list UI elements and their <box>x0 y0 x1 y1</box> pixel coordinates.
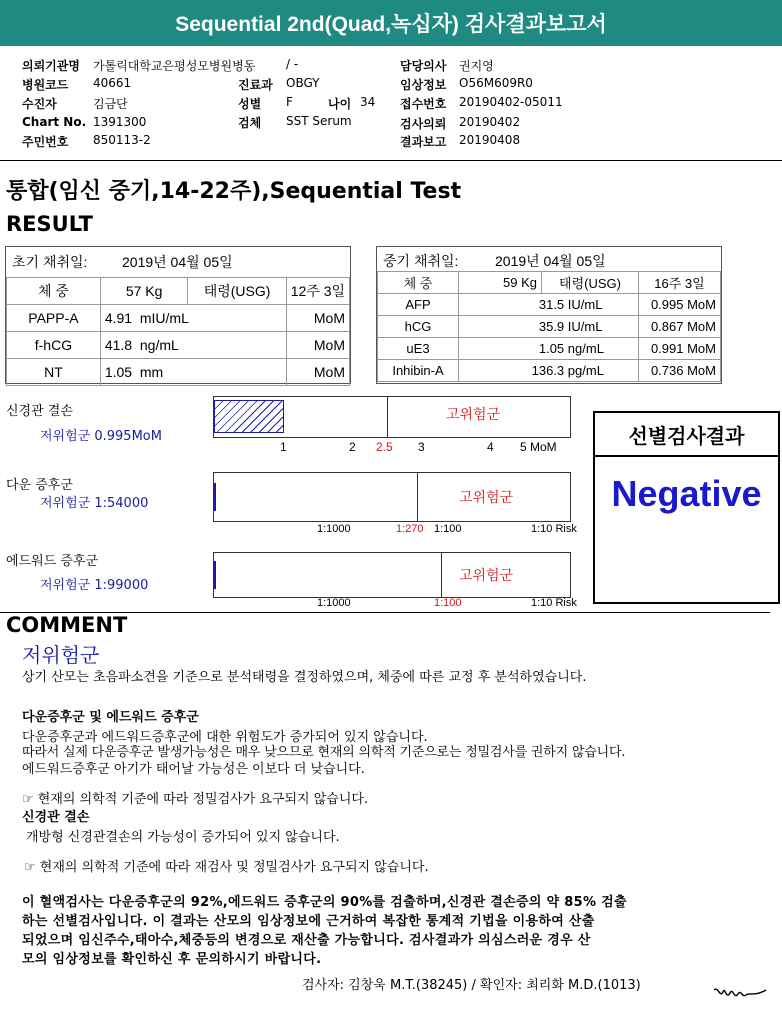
mid-panel <box>376 246 722 384</box>
sex-label: 성별 <box>238 97 262 111</box>
threshold-line <box>417 473 418 521</box>
down-line2: 따라서 실제 다운증후군 발생가능성은 매우 낮으므로 현재의 의학적 기준으로는 정밀검사를 권하지 않습니다. <box>22 745 626 760</box>
table-row-value <box>100 305 286 332</box>
report-date-label: 결과보고 <box>400 135 447 149</box>
tick-1-10: 1:10 Risk <box>531 523 577 535</box>
unit: IU/mL <box>567 319 603 334</box>
disclaimer-line: 모의 임상정보를 확인하신 후 문의하시기 바랍니다. <box>22 952 322 967</box>
ntd-note: ☞ 현재의 의학적 기준에 따라 재검사 및 정밀검사가 요구되지 않습니다. <box>24 860 429 875</box>
mid-date-label: 중기 채취일: <box>383 253 459 269</box>
test-title: 통합(임신 중기,14-22주),Sequential Test <box>6 179 462 204</box>
ntd-fill <box>214 400 284 433</box>
name-value: 김금단 <box>93 97 128 111</box>
specimen-value: SST Serum <box>286 114 352 128</box>
edwards-marker <box>214 561 216 589</box>
unit: mIU/mL <box>139 310 189 326</box>
ntd-bar <box>213 396 571 438</box>
id-value: 850113-2 <box>93 133 151 147</box>
name-label: 수진자 <box>22 97 57 111</box>
unit: mm <box>139 364 164 380</box>
edwards-result: 저위험군 1:99000 <box>40 578 149 593</box>
threshold-line <box>441 553 442 597</box>
table-row-value <box>100 332 286 359</box>
mom: 0.991 MoM <box>639 338 721 360</box>
ga-value: 12주 3일 <box>286 278 349 305</box>
tick-2-5: 2.5 <box>376 440 393 454</box>
down-line3: 에드워드증후군 아기가 태어날 가능성은 이보다 더 낮습니다. <box>22 762 365 777</box>
tick-1: 1 <box>280 440 287 454</box>
threshold-line <box>387 397 388 437</box>
value: 1.05 <box>104 364 133 380</box>
table-row-value <box>459 338 639 360</box>
report-date-value: 20190408 <box>459 133 521 147</box>
screening-result: Negative <box>611 473 762 514</box>
ga-value: 16주 3일 <box>639 272 721 294</box>
id-label: 주민번호 <box>22 135 69 149</box>
request-value: 20190402 <box>459 115 521 129</box>
table-row-name: Inhibin-A <box>378 360 459 382</box>
chart-value: 1391300 <box>93 115 147 129</box>
table-row-name: uE3 <box>378 338 459 360</box>
institution-value: 가톨릭대학교은평성모병원병동 <box>93 59 256 73</box>
mom: 0.867 MoM <box>639 316 721 338</box>
disclaimer-line: 이 혈액검사는 다운증후군의 92%,에드워드 증후군의 90%를 검출하며,신경관 결손증의 약 85% 검출 <box>22 895 627 910</box>
value: 136.3 <box>531 363 565 378</box>
ntd-result: 저위험군 0.995MoM <box>40 429 162 444</box>
report-header <box>0 0 782 46</box>
value: 1.05 <box>538 341 565 356</box>
tick-4: 4 <box>487 440 494 454</box>
unit: IU/mL <box>567 297 603 312</box>
ga-label: 태령(USG) <box>188 278 286 305</box>
handwritten-signature <box>712 976 768 1004</box>
tick-1-1000: 1:1000 <box>317 523 351 535</box>
specimen-label: 검체 <box>238 116 262 130</box>
screening-box <box>593 411 780 604</box>
mom: 0.995 MoM <box>639 294 721 316</box>
screening-title: 선별검사결과 <box>595 413 778 457</box>
disclaimer-line: 되었으며 임신주수,태아수,체중등의 변경으로 재산출 가능합니다. 검사결과가 의심스러운 경우 산 <box>22 933 591 948</box>
request-label: 검사의뢰 <box>400 117 447 131</box>
down-high-label: 고위험군 <box>459 490 514 506</box>
value: 41.8 <box>104 337 133 353</box>
tick-1-100: 1:100 <box>434 597 462 609</box>
clinical-value: O56M609R0 <box>459 76 533 90</box>
table-row-name: PAPP-A <box>7 305 101 332</box>
comment-line1: 상기 산모는 초음파소견을 기준으로 분석태령을 결정하였으며, 체중에 따른 교정 후 분석하였습니다. <box>22 670 587 685</box>
down-bar <box>213 472 571 522</box>
tick-5-mom: 5 MoM <box>520 440 557 454</box>
weight-label: 체 중 <box>7 278 101 305</box>
institution-label: 의뢰기관명 <box>22 59 80 73</box>
down-result: 저위험군 1:54000 <box>40 496 149 511</box>
doctor-value: 권지영 <box>459 59 494 73</box>
divider <box>0 160 782 161</box>
table-row-name: f-hCG <box>7 332 101 359</box>
mom: 0.736 MoM <box>639 360 721 382</box>
mid-table <box>377 271 721 382</box>
doctor-label: 담당의사 <box>400 59 447 73</box>
receipt-value: 20190402-05011 <box>459 95 563 109</box>
comment-heading: COMMENT <box>6 613 128 637</box>
ntd-label: 신경관 결손 <box>6 404 73 419</box>
ntd-line1: 개방형 신경관결손의 가능성이 증가되어 있지 않습니다. <box>26 830 340 845</box>
hospital-code-value: 40661 <box>93 76 132 90</box>
unit: ng/mL <box>567 341 604 356</box>
value: 31.5 <box>538 297 565 312</box>
clinical-label: 임상정보 <box>400 78 447 92</box>
disclaimer-line: 하는 선별검사입니다. 이 결과는 산모의 임상정보에 근거하여 복잡한 통계적 기법을 이용하여 산출 <box>22 914 595 929</box>
ntd-heading: 신경관 결손 <box>22 810 90 825</box>
hospital-code-label: 병원코드 <box>22 78 69 92</box>
down-line1: 다운증후군과 에드워드증후군에 대한 위험도가 증가되어 있지 않습니다. <box>22 730 428 745</box>
early-table <box>6 277 350 386</box>
age-label: 나이 <box>328 97 352 111</box>
weight-value: 57 Kg <box>100 278 188 305</box>
tick-2: 2 <box>349 440 356 454</box>
patient-info <box>0 50 782 158</box>
ward-value: / - <box>286 57 299 71</box>
mom: MoM <box>286 305 349 332</box>
tick-1-10: 1:10 Risk <box>531 597 577 609</box>
tick-3: 3 <box>418 440 425 454</box>
table-row-name: NT <box>7 359 101 386</box>
early-date-label: 초기 채취일: <box>12 254 88 270</box>
weight-value: 59 Kg <box>459 272 542 294</box>
down-marker <box>214 483 216 511</box>
disclaimer <box>22 893 627 969</box>
value: 4.91 <box>104 310 133 326</box>
table-row-value <box>100 359 286 386</box>
unit: ng/mL <box>139 337 179 353</box>
receipt-label: 접수번호 <box>400 97 447 111</box>
mom: MoM <box>286 332 349 359</box>
mid-date: 2019년 04월 05일 <box>495 253 606 269</box>
mom: MoM <box>286 359 349 386</box>
table-row-value <box>459 316 639 338</box>
tick-1-100: 1:100 <box>434 523 462 535</box>
tick-1-270: 1:270 <box>396 523 424 535</box>
edwards-bar <box>213 552 571 598</box>
edwards-high-label: 고위험군 <box>459 568 514 584</box>
dept-label: 진료과 <box>238 78 273 92</box>
chart-label: Chart No. <box>22 115 87 129</box>
weight-label: 체 중 <box>378 272 459 294</box>
early-date: 2019년 04월 05일 <box>122 254 233 270</box>
signature-line: 검사자: 김창욱 M.T.(38245) / 확인자: 최리화 M.D.(1013) <box>302 978 641 993</box>
result-heading: RESULT <box>6 212 93 236</box>
down-label: 다운 증후군 <box>6 478 73 493</box>
early-panel <box>5 246 351 384</box>
down-heading: 다운증후군 및 에드워드 증후군 <box>22 710 199 725</box>
comment-risk: 저위험군 <box>22 643 100 667</box>
ga-label: 태령(USG) <box>542 272 639 294</box>
table-row-name: AFP <box>378 294 459 316</box>
age-value: 34 <box>360 95 376 109</box>
edwards-label: 에드워드 증후군 <box>6 554 99 569</box>
table-row-value <box>459 294 639 316</box>
dept-value: OBGY <box>286 76 320 90</box>
report-title: Sequential 2nd(Quad,녹십자) 검사결과보고서 <box>175 13 607 36</box>
sex-value: F <box>286 95 293 109</box>
tick-1-1000: 1:1000 <box>317 597 351 609</box>
table-row-value <box>459 360 639 382</box>
table-row-name: hCG <box>378 316 459 338</box>
ntd-high-label: 고위험군 <box>446 407 501 423</box>
value: 35.9 <box>538 319 565 334</box>
unit: pg/mL <box>567 363 604 378</box>
down-note: ☞ 현재의 의학적 기준에 따라 정밀검사가 요구되지 않습니다. <box>22 792 369 807</box>
